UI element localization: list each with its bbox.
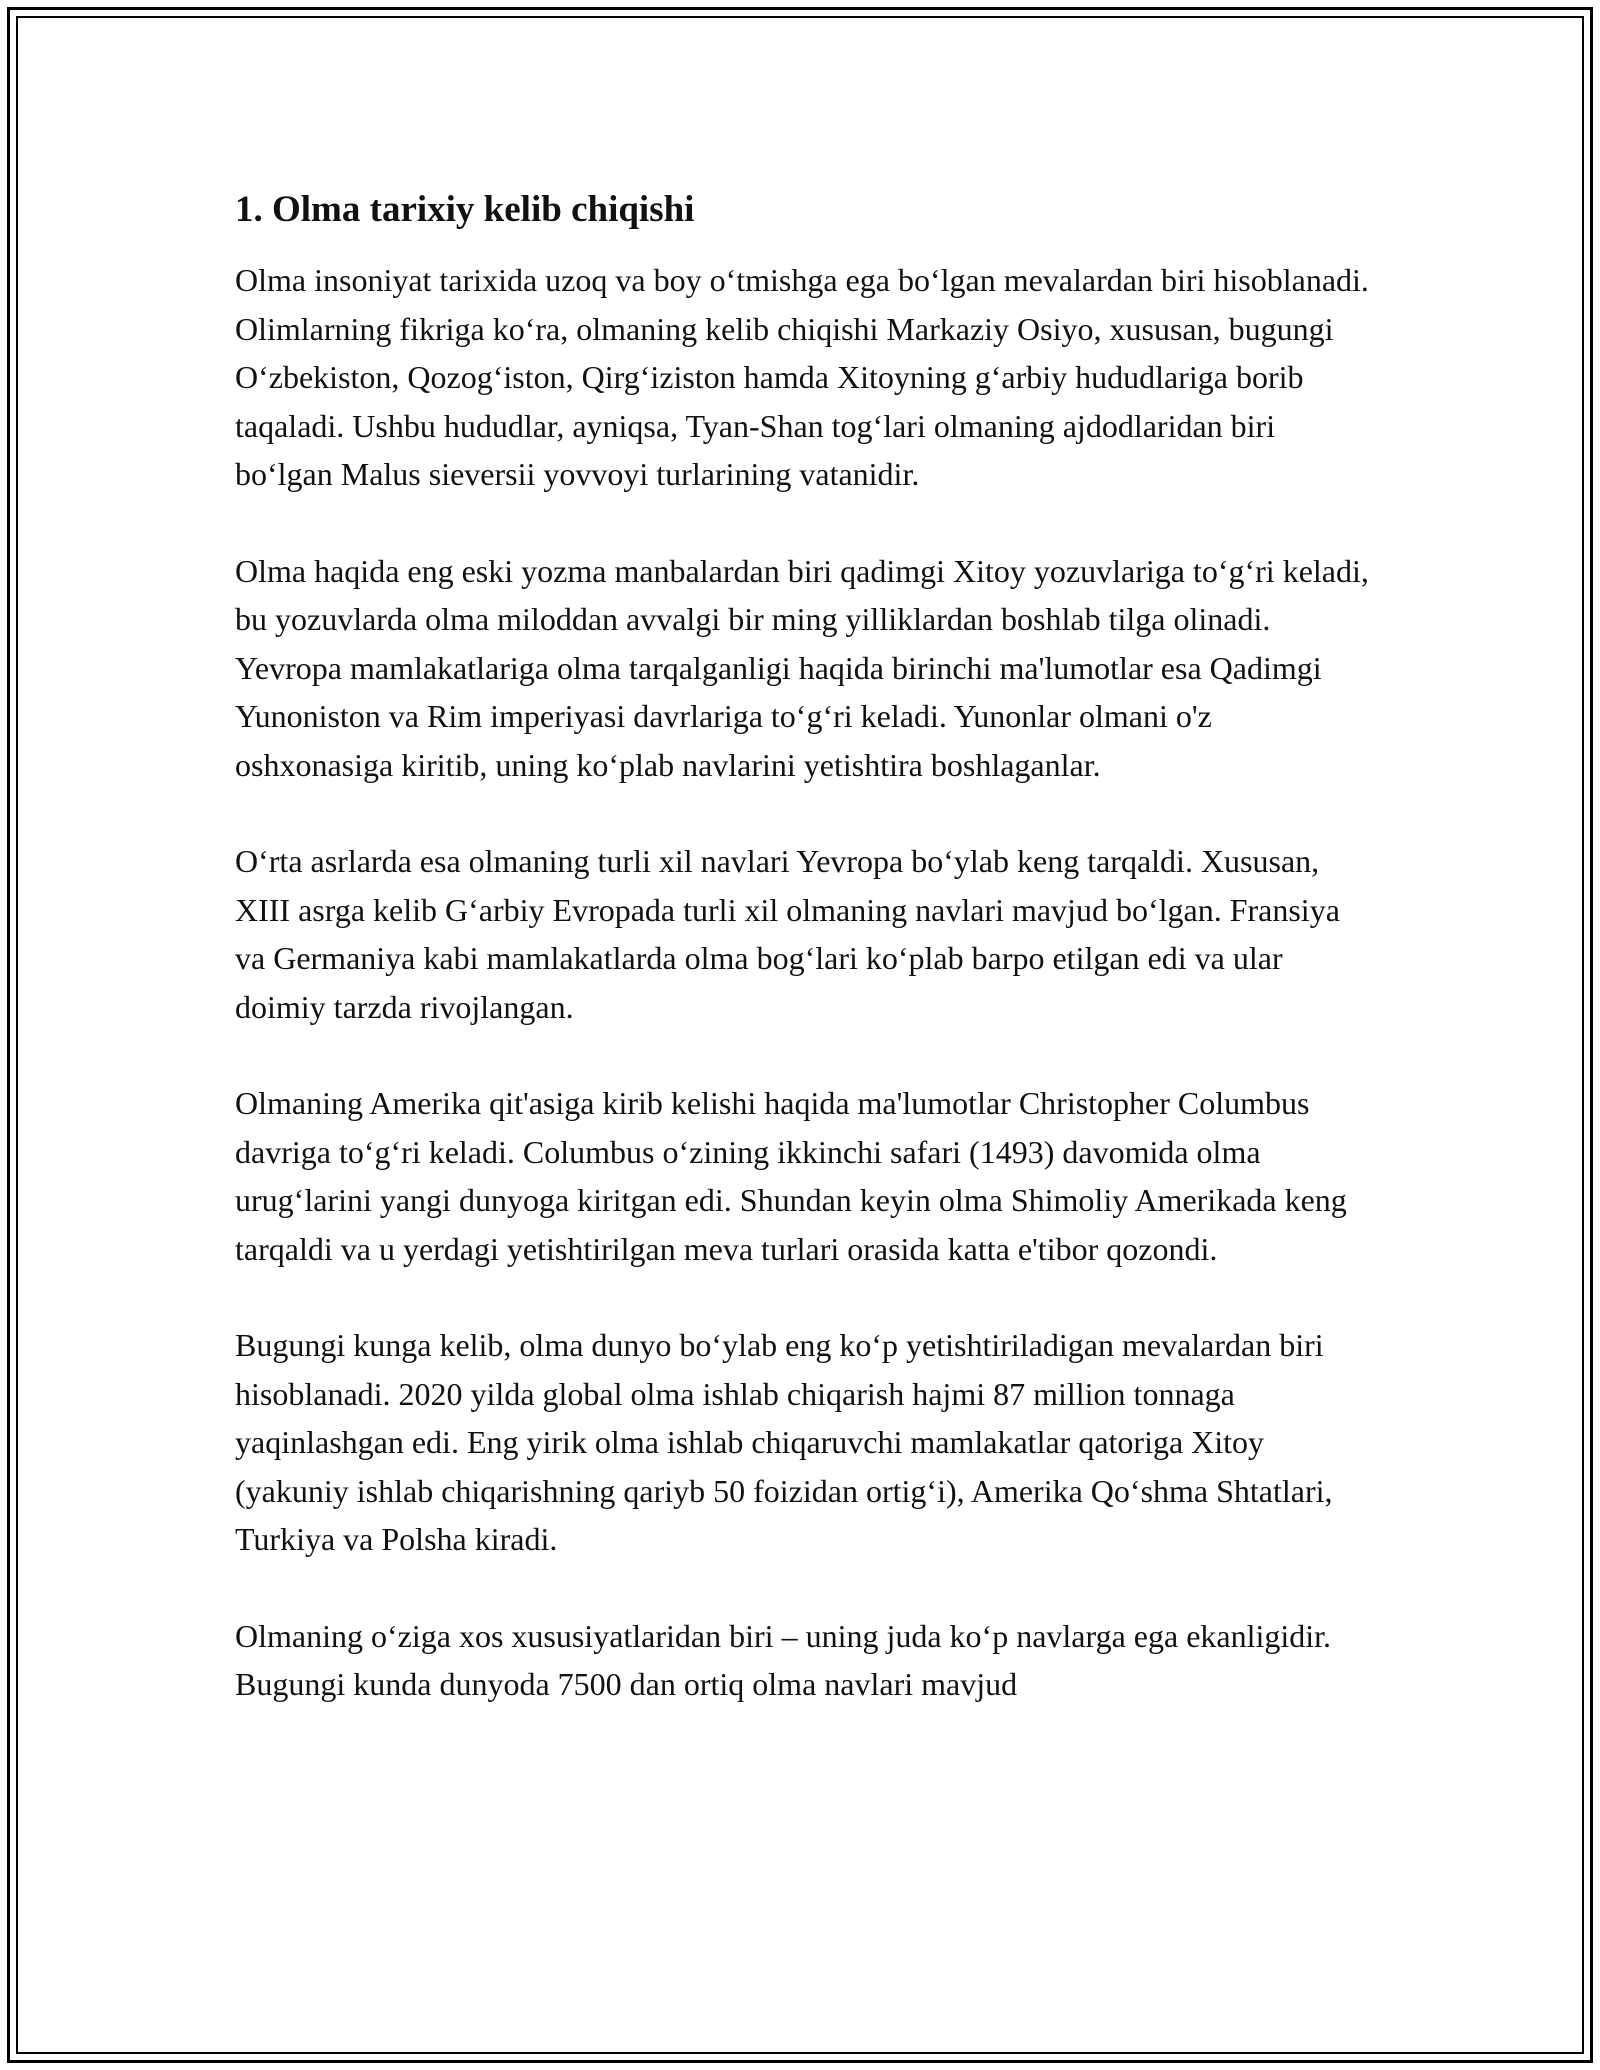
paragraph-origin: Olma insoniyat tarixida uzoq va boy oʻtmishga ega boʻlgan mevalardan biri hisoblanadi. Olimlarning fikriga koʻra, olmaning kelib chiqishi Markaziy Osiyo, xususan, bugungi Oʻzbekiston, Qozogʻiston, Qirgʻiziston hamda Xitoyning gʻarbiy hududlariga borib taqaladi. Ushbu hududlar, ayniqsa, Tyan-Shan togʻlari olmaning ajdodlaridan biri boʻlgan Malus sieversii yovvoyi turlarining vatanidir. [235, 262, 1369, 492]
paragraph-america: Olmaning Amerika qit'asiga kirib kelishi haqida ma'lumotlar Christopher Columbus davriga toʻgʻri keladi. Columbus oʻzining ikkinchi safari (1493) davomida olma urugʻlarini yangi dunyoga kiritgan edi. Shundan keyin olma Shimoliy Amerikada keng tarqaldi va u yerdagi yetishtirilgan meva turlari orasida katta e'tibor qozondi. [235, 1085, 1347, 1267]
paragraph-middle-ages: Oʻrta asrlarda esa olmaning turli xil navlari Yevropa boʻylab keng tarqaldi. Xususan, XIII asrga kelib Gʻarbiy Evropada turli xil olmaning navlari mavjud boʻlgan. Fransiya va Germaniya kabi mamlakatlarda olma bogʻlari koʻplab barpo etilgan edi va ular doimiy tarzda rivojlangan. [235, 843, 1340, 1025]
paragraph-varieties: Olmaning oʻziga xos xususiyatlaridan biri – uning juda koʻp navlarga ega ekanligidir. Bugungi kunda dunyoda 7500 dan ortiq olma navlari mavjud [235, 1617, 1332, 1702]
section-title: 1. Olma tarixiy kelib chiqishi [235, 189, 695, 230]
paragraph-ancient-sources: Olma haqida eng eski yozma manbalardan biri qadimgi Xitoy yozuvlariga toʻgʻri keladi, bu yozuvlarda olma miloddan avvalgi bir ming yilliklardan boshlab tilga olinadi. Yevropa mamlakatlariga olma tarqalganligi haqida birinchi ma'lumotlar esa Qadimgi Yunoniston va Rim imperiyasi davrlariga toʻgʻri keladi. Yunonlar olmani o'z oshxonasiga kiritib, uning koʻplab navlarini yetishtira boshlaganlar. [235, 552, 1369, 783]
document-body [235, 186, 1375, 1757]
paragraph-global-production: Bugungi kunga kelib, olma dunyo boʻylab eng koʻp yetishtiriladigan mevalardan biri hisoblanadi. 2020 yilda global olma ishlab chiqarish hajmi 87 million tonnaga yaqinlashgan edi. Eng yirik olma ishlab chiqaruvchi mamlakatlar qatoriga Xitoy (yakuniy ishlab chiqarishning qariyb 50 foizidan ortigʻi), Amerika Qoʻshma Shtatlari, Turkiya va Polsha kiradi. [235, 1327, 1333, 1557]
